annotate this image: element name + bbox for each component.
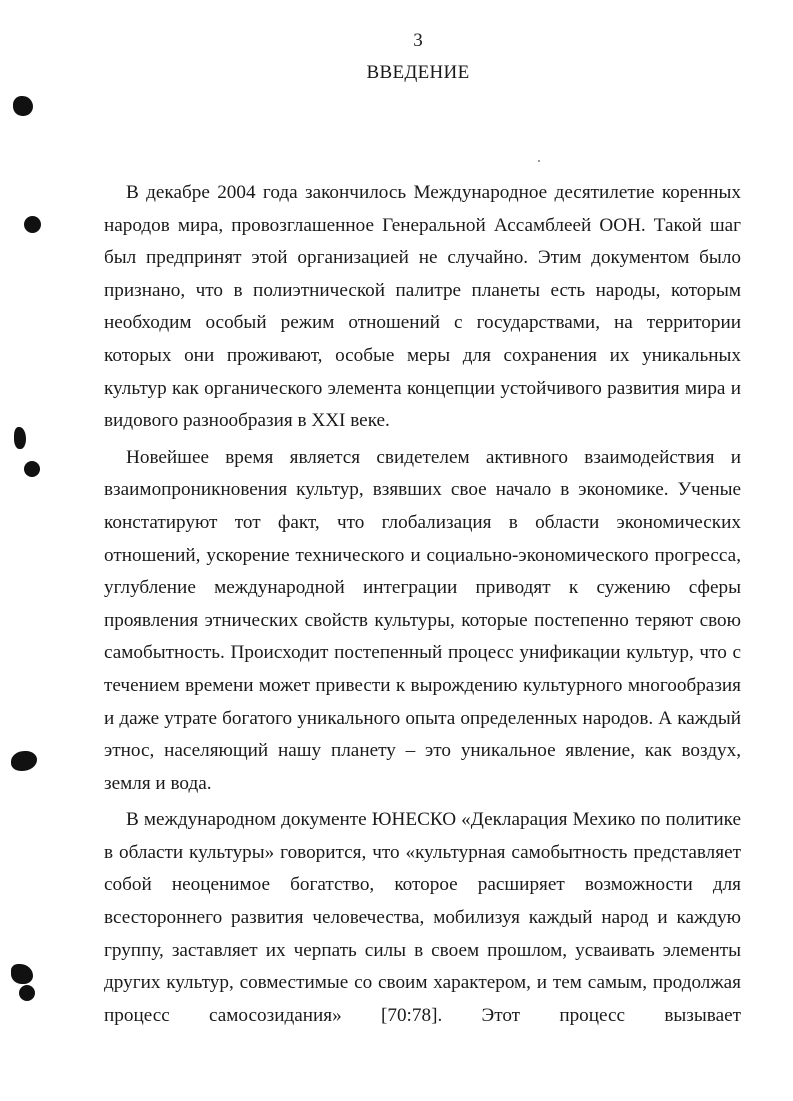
scan-blot [11, 964, 33, 984]
scan-blot [11, 751, 37, 771]
paragraph: В декабре 2004 года закончилось Международное десятилетие коренных народов мира, провозглашенное Генеральной Ассамблеей ООН. Такой шаг был предпринят этой организацией не случайно. Этим документом было признано, что в полиэтнической палитре планеты есть народы, которым необходим особый режим отношений с государствами, на территории которых они проживают, особые меры для сохранения их уникальных культур как органического элемента концепции устойчивого развития мира и видового разнообразия в XXI веке. [104, 182, 741, 432]
scan-blot [13, 96, 33, 116]
paragraph: Новейшее время является свидетелем активного взаимодействия и взаимопроникновения культур, взявших свое начало в экономике. Ученые констатируют тот факт, что глобализация в области экономических отношений, ускорение технического и социально-экономического прогресса, углубление международной интеграции приводят к сужению сферы проявления этнических свойств культуры, которые постепенно теряют свою самобытность. Происходит постепенный процесс унификации культур, что с течением времени может привести к вырождению культурного многообразия и даже утрате богатого уникального опыта определенных народов. А каждый этнос, населяющий нашу планету – это уникальное явление, как воздух, земля и вода. [104, 446, 741, 794]
paragraph: В международном документе ЮНЕСКО «Декларация Мехико по политике в области культуры» говорится, что «культурная самобытность представляет собой неоценимое богатство, которое расширяет возможности для всестороннего развития человечества, мобилизуя каждый народ и каждую группу, заставляет их черпать силы в своем прошлом, усваивать элементы других культур, совместимые со своим характером, и тем самым, продолжая процесс самосозидания» [70:78]. Этот процесс вызывает [104, 809, 741, 1026]
scan-hole [24, 461, 40, 477]
page-title: ВВЕДЕНИЕ [366, 62, 470, 83]
page-number: 3 [413, 30, 423, 51]
scan-blot [14, 427, 26, 449]
scan-hole [19, 985, 35, 1001]
scan-speck [538, 160, 540, 162]
scan-hole [24, 216, 41, 233]
body-text [104, 177, 741, 1032]
